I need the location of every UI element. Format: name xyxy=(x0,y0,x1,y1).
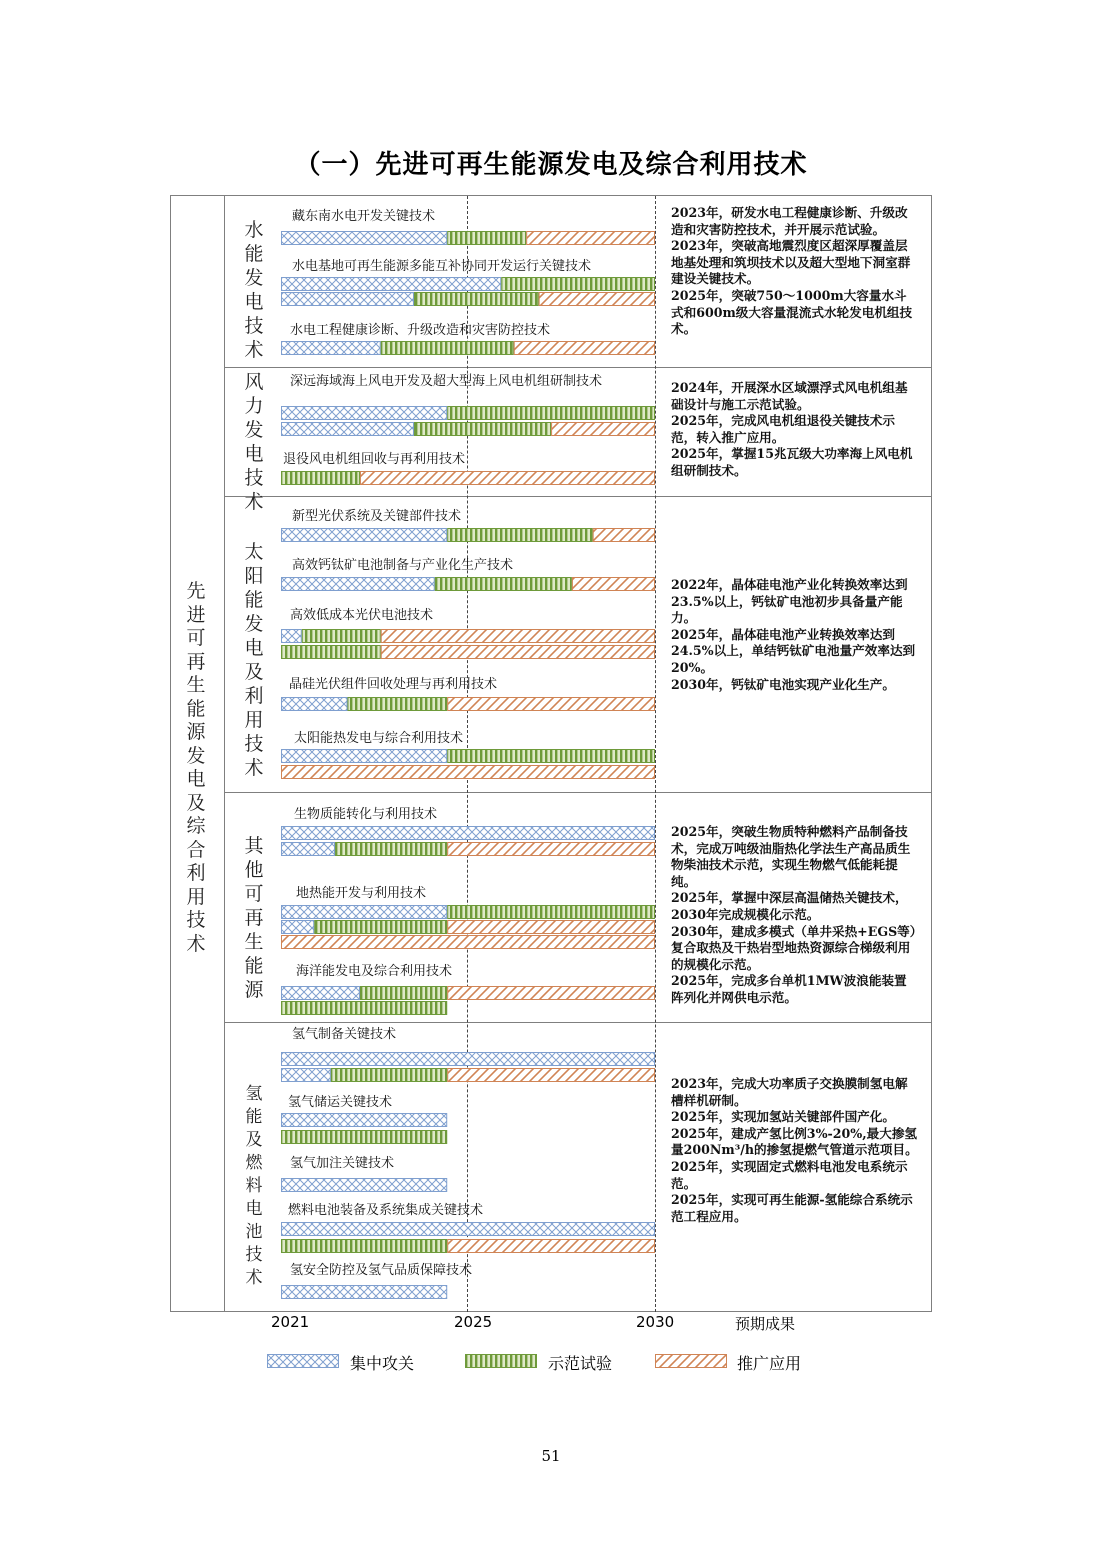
category-label-solar: 太 阳 能 发 电 及 利 用 技 术 xyxy=(244,541,264,779)
gantt-bar-focus xyxy=(282,278,501,291)
tech-label: 生物质能转化与利用技术 xyxy=(294,807,438,822)
gantt-bar-promo xyxy=(381,630,654,643)
main-category-label: 先 进 可 再 生 能 源 发 电 及 综 合 利 用 技 术 xyxy=(186,580,206,955)
gantt-bar-promo xyxy=(527,232,655,245)
gantt-bar-focus xyxy=(282,423,414,436)
tech-label: 新型光伏系统及关键部件技术 xyxy=(292,509,462,524)
gantt-bar-focus xyxy=(282,407,447,420)
gantt-bar-promo xyxy=(514,342,654,355)
tech-label: 太阳能热发电与综合利用技术 xyxy=(294,731,464,746)
outcome-note: 2024年，开展深水区域漂浮式风电机组基础设计与施工示范试验。 2025年，完成风电机组退役关键技术示范，转入推广应用。 2025年，掌握15兆瓦级大功率海上风电机组研制技术。 xyxy=(671,380,913,478)
gantt-bar-demo xyxy=(448,407,655,420)
gantt-bar-demo xyxy=(302,630,380,643)
gantt-bar-demo xyxy=(315,921,447,934)
gantt-bar-promo xyxy=(282,936,655,949)
legend-label-focus: 集中攻关 xyxy=(350,1354,415,1373)
gantt-bar-demo xyxy=(414,423,550,436)
gantt-bar-demo xyxy=(502,278,655,291)
gantt-bar-demo xyxy=(331,1069,446,1082)
gantt-bar-demo xyxy=(348,698,447,711)
gantt-bar-promo xyxy=(572,578,654,591)
legend-label-promo: 推广应用 xyxy=(737,1354,802,1373)
gantt-bar-promo xyxy=(448,987,655,1000)
tech-label: 燃料电池装备及系统集成关键技术 xyxy=(288,1203,484,1218)
gantt-bar-focus xyxy=(282,1286,447,1299)
gantt-bar-promo xyxy=(593,529,654,542)
tech-label: 水电工程健康诊断、升级改造和灾害防控技术 xyxy=(290,323,551,338)
gantt-bar-focus xyxy=(282,921,314,934)
tech-label: 氢气加注关键技术 xyxy=(290,1156,395,1171)
tech-label: 氢气储运关键技术 xyxy=(288,1095,393,1110)
axis-tick-2021: 2021 xyxy=(271,1313,310,1331)
tech-label: 地热能开发与利用技术 xyxy=(296,886,427,901)
gantt-bar-focus xyxy=(282,1114,447,1127)
axis-tick-2025: 2025 xyxy=(454,1313,493,1331)
gantt-bar-promo xyxy=(360,472,654,485)
tech-label: 氢安全防控及氢气品质保障技术 xyxy=(290,1263,473,1278)
gantt-bar-focus xyxy=(282,293,414,306)
legend-swatch-promo xyxy=(655,1354,727,1368)
gantt-bar-demo xyxy=(282,472,360,485)
tech-label: 退役风电机组回收与再利用技术 xyxy=(283,452,466,467)
gantt-bar-demo xyxy=(282,646,381,659)
gantt-bar-demo xyxy=(381,342,513,355)
gantt-bar-demo xyxy=(435,578,571,591)
legend-swatch-focus xyxy=(267,1354,339,1368)
gantt-bar-demo xyxy=(282,1131,447,1144)
legend-swatch-demo xyxy=(465,1354,537,1368)
gantt-bar-focus xyxy=(282,529,447,542)
gantt-bar-focus xyxy=(282,1179,447,1192)
gantt-bar-focus xyxy=(282,342,381,355)
outcome-header: 预期成果 xyxy=(735,1315,796,1333)
gantt-bar-focus xyxy=(282,232,447,245)
category-label-wind: 风 力 发 电 技 术 xyxy=(244,371,264,513)
tech-label: 氢气制备关键技术 xyxy=(292,1027,397,1042)
gantt-bar-promo xyxy=(539,293,654,306)
gantt-bar-demo xyxy=(336,843,447,856)
gantt-bar-focus xyxy=(282,750,447,763)
gantt-bar-demo xyxy=(448,750,655,763)
gantt-bar-demo xyxy=(448,232,526,245)
gantt-bar-demo xyxy=(282,1240,447,1253)
gantt-bar-focus xyxy=(282,906,447,919)
gantt-bar-demo xyxy=(448,529,592,542)
gantt-bar-promo xyxy=(448,698,655,711)
gantt-bar-focus xyxy=(282,630,302,643)
gantt-bar-promo xyxy=(448,921,655,934)
tech-label: 海洋能发电及综合利用技术 xyxy=(296,964,453,979)
gantt-bar-promo xyxy=(282,766,655,779)
axis-tick-2030: 2030 xyxy=(636,1313,675,1331)
gantt-bar-focus xyxy=(282,827,655,840)
page-title: （一）先进可再生能源发电及综合利用技术 xyxy=(294,150,808,180)
outcome-note: 2022年，晶体硅电池产业化转换效率达到23.5%以上，钙钛矿电池初步具备量产能力。 2025年，晶体硅电池产业转换效率达到24.5%以上，单结钙钛矿电池量产效率达到20%。 2030年，钙钛矿电池实现产业化生产。 xyxy=(671,577,916,692)
gantt-bar-promo xyxy=(448,843,655,856)
gantt-bar-focus xyxy=(282,843,335,856)
gantt-bar-promo xyxy=(552,423,655,436)
gantt-bar-focus xyxy=(282,987,360,1000)
gantt-bar-focus xyxy=(282,1069,331,1082)
gantt-bar-demo xyxy=(414,293,538,306)
gantt-bar-focus xyxy=(282,578,435,591)
gantt-bar-demo xyxy=(448,906,655,919)
tech-label: 高效低成本光伏电池技术 xyxy=(290,608,434,623)
page-number: 51 xyxy=(541,1447,561,1465)
gantt-bar-demo xyxy=(360,987,446,1000)
tech-label: 高效钙钛矿电池制备与产业化生产技术 xyxy=(292,558,514,573)
category-label-other: 其 他 可 再 生 能 源 xyxy=(244,835,264,1001)
gantt-bar-focus xyxy=(282,698,347,711)
outcome-note: 2023年，完成大功率质子交换膜制氢电解槽样机研制。 2025年，实现加氢站关键部件国产化。 2025年，建成产氢比例3%-20%,最大掺氢量200Nm³/h的掺氢提燃气管道示范项目。 2025年，实现固定式燃料电池发电系统示范。 2025年，实现可再生能源-氢能综合系统示范工程应用。 xyxy=(671,1076,918,1224)
gantt-bar-demo xyxy=(282,1002,447,1015)
tech-label: 晶硅光伏组件回收处理与再利用技术 xyxy=(289,677,498,692)
tech-label: 藏东南水电开发关键技术 xyxy=(292,209,436,224)
tech-label: 水电基地可再生能源多能互补协同开发运行关键技术 xyxy=(292,259,592,274)
tech-label: 深远海域海上风电开发及超大型海上风电机组研制技术 xyxy=(290,374,603,389)
gantt-bar-promo xyxy=(381,646,654,659)
gantt-bar-promo xyxy=(448,1240,655,1253)
category-label-hydro: 水 能 发 电 技 术 xyxy=(244,219,264,361)
gantt-bar-focus xyxy=(282,1223,655,1236)
outcome-note: 2023年，研发水电工程健康诊断、升级改造和灾害防控技术，并开展示范试验。 2023年，突破高地震烈度区超深厚覆盖层地基处理和筑坝技术以及超大型地下洞室群建设关键技术。 2025年，突破750～1000m大容量水斗式和600m级大容量混流式水轮发电机组技术。 xyxy=(671,205,913,337)
gantt-bar-focus xyxy=(282,1053,655,1066)
outcome-note: 2025年，突破生物质特种燃料产品制备技术，完成万吨级油脂热化学法生产高品质生物柴油技术示范，实现生物燃气低能耗提纯。 2025年，掌握中深层高温储热关键技术，2030年完成规模化示范。 2030年，建成多模式（单井采热+EGS等）复合取热及干热岩型地热资源综合梯级利用的规模化示范。 2025年，完成多台单机1MW波浪能装置阵列化并网供电示范。 xyxy=(671,824,917,1005)
legend-label-demo: 示范试验 xyxy=(548,1354,613,1373)
category-label-hydrogen: 氢 能 及 燃 料 电 池 技 术 xyxy=(245,1084,263,1288)
gantt-bar-promo xyxy=(448,1069,655,1082)
